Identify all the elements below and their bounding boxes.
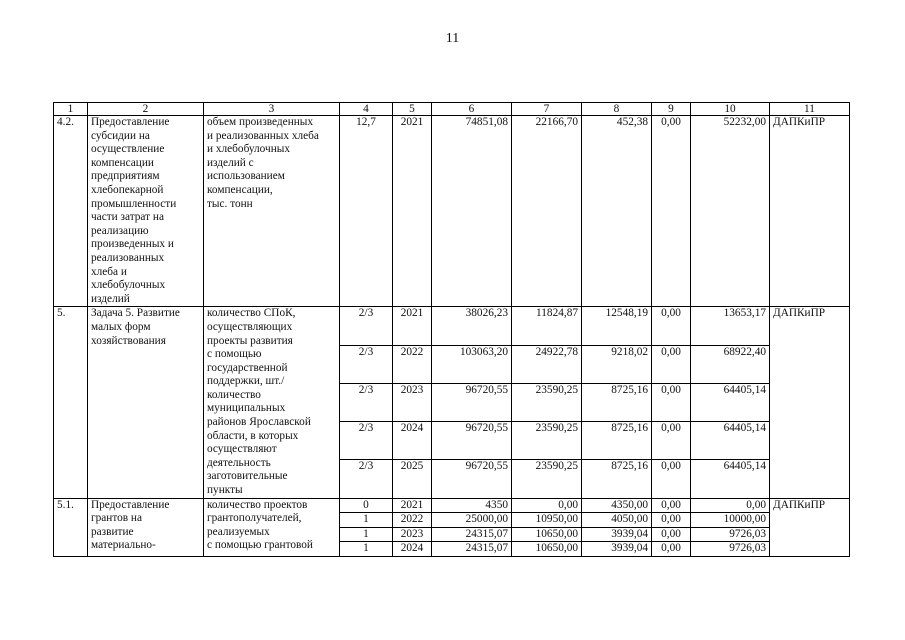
row-name-text: Задача 5. Развитие малых форм хозяйствования	[91, 307, 180, 347]
year-cell-text: 2023	[400, 527, 424, 540]
row-name	[88, 307, 204, 498]
row-name	[88, 498, 204, 556]
indicator-value	[340, 513, 393, 528]
amount-col10	[691, 345, 770, 383]
year-cell-text: 2024	[400, 542, 424, 555]
executor	[770, 116, 850, 307]
amount-col10	[691, 498, 770, 513]
amount-col8-text: 8725,16	[611, 460, 648, 473]
amount-col8-text: 3939,04	[611, 527, 648, 540]
indicator-value	[340, 422, 393, 460]
amount-col8	[582, 422, 652, 460]
executor-text: ДАПКиПР	[773, 498, 826, 511]
row-number-text: 5.	[57, 307, 66, 320]
amount-col9	[652, 542, 691, 557]
total-amount	[432, 460, 512, 498]
amount-col8	[582, 460, 652, 498]
page-number: 11	[445, 31, 460, 46]
row-indicator-text: количество СПоК, осуществляющих проекты развития с помощью государственной поддержки, шт./ количество муниципальных районов Ярославской области, в которых осуществляют деятельность заготовительные пункты	[207, 307, 311, 497]
indicator-value	[340, 460, 393, 498]
amount-col10	[691, 460, 770, 498]
amount-col7-text: 24922,78	[535, 345, 578, 358]
amount-col9	[652, 460, 691, 498]
amount-col8-text: 8725,16	[611, 383, 648, 396]
amount-col10-text: 0,00	[746, 498, 766, 511]
total-amount	[432, 498, 512, 513]
amount-col9	[652, 345, 691, 383]
executor-text: ДАПКиПР	[773, 307, 826, 320]
total-amount-text: 24315,07	[465, 542, 508, 555]
year-cell	[393, 383, 432, 421]
amount-col8	[582, 383, 652, 421]
amount-col10-text: 68922,40	[723, 345, 766, 358]
amount-col9	[652, 116, 691, 307]
total-amount-text: 38026,23	[465, 307, 508, 320]
column-header: 9	[652, 103, 691, 116]
amount-col10-text: 64405,14	[723, 460, 766, 473]
amount-col7	[512, 527, 582, 542]
row-indicator	[204, 498, 340, 556]
total-amount	[432, 422, 512, 460]
amount-col8-text: 12548,19	[605, 307, 648, 320]
total-amount-text: 96720,55	[465, 383, 508, 396]
year-cell-text: 2025	[400, 460, 424, 473]
column-header: 4	[340, 103, 393, 116]
row-name-text: Предоставление субсидии на осуществление компенсации предприятиям хлебопекарной промышленности части затрат на реализацию произведенных и реализованных хлеба и хлебобулочных изделий	[91, 116, 177, 305]
amount-col7-text: 11824,87	[536, 307, 578, 320]
amount-col8-text: 9218,02	[611, 345, 648, 358]
amount-col9-text: 0,00	[661, 513, 681, 526]
amount-col8-text: 8725,16	[611, 422, 648, 435]
amount-col9	[652, 307, 691, 345]
year-cell	[393, 498, 432, 513]
amount-col8	[582, 116, 652, 307]
amount-col7-text: 23590,25	[535, 460, 578, 473]
amount-col10-text: 64405,14	[723, 383, 766, 396]
year-cell-text: 2024	[400, 422, 424, 435]
amount-col10-text: 13653,17	[723, 307, 766, 320]
total-amount	[432, 345, 512, 383]
row-indicator-text: объем произведенных и реализованных хлеба и хлебобулочных изделий с использованием компенсации, тыс. тонн	[207, 116, 319, 210]
amount-col10	[691, 116, 770, 307]
column-header: 8	[582, 103, 652, 116]
amount-col9	[652, 527, 691, 542]
amount-col8-text: 4350,00	[611, 498, 648, 511]
row-indicator	[204, 307, 340, 498]
amount-col10	[691, 307, 770, 345]
amount-col8	[582, 527, 652, 542]
amount-col9-text: 0,00	[661, 542, 681, 555]
column-header: 7	[512, 103, 582, 116]
total-amount-text: 103063,20	[459, 345, 508, 358]
amount-col7-text: 23590,25	[535, 383, 578, 396]
indicator-value	[340, 307, 393, 345]
amount-col9-text: 0,00	[661, 460, 681, 473]
year-cell	[393, 307, 432, 345]
row-name-text: Предоставление грантов на развитие материально-	[91, 498, 170, 552]
total-amount	[432, 116, 512, 307]
amount-col7	[512, 345, 582, 383]
header-row	[54, 103, 850, 116]
executor	[770, 307, 850, 498]
amount-col7-text: 0,00	[558, 498, 578, 511]
amount-col10	[691, 542, 770, 557]
amount-col7-text: 10950,00	[535, 513, 578, 526]
amount-col9	[652, 383, 691, 421]
indicator-value-text: 0	[363, 498, 369, 511]
amount-col7	[512, 460, 582, 498]
amount-col10	[691, 422, 770, 460]
executor-text: ДАПКиПР	[773, 116, 826, 128]
column-header: 2	[88, 103, 204, 116]
table-row	[54, 498, 850, 513]
amount-col8-text: 3939,04	[611, 542, 648, 555]
total-amount	[432, 542, 512, 557]
amount-col7	[512, 422, 582, 460]
amount-col10-text: 64405,14	[723, 422, 766, 435]
amount-col8	[582, 498, 652, 513]
amount-col10-text: 52232,00	[723, 116, 766, 128]
amount-col7-text: 10650,00	[535, 527, 578, 540]
indicator-value-text: 2/3	[358, 307, 374, 320]
row-name	[88, 116, 204, 307]
amount-col10	[691, 383, 770, 421]
amount-col9	[652, 498, 691, 513]
amount-col7	[512, 116, 582, 307]
amount-col8	[582, 345, 652, 383]
total-amount	[432, 383, 512, 421]
indicator-value-text: 2/3	[358, 383, 374, 396]
program-table	[53, 102, 850, 557]
indicator-value	[340, 542, 393, 557]
table-row	[54, 307, 850, 345]
executor	[770, 498, 850, 556]
amount-col9-text: 0,00	[661, 422, 681, 435]
column-header: 6	[432, 103, 512, 116]
amount-col9-text: 0,00	[661, 527, 681, 540]
amount-col9	[652, 422, 691, 460]
indicator-value-text: 1	[363, 542, 369, 555]
indicator-value-text: 12,7	[356, 116, 376, 128]
table-row	[54, 116, 850, 307]
indicator-value-text: 1	[363, 513, 369, 526]
row-indicator	[204, 116, 340, 307]
total-amount-text: 25000,00	[465, 513, 508, 526]
indicator-value	[340, 498, 393, 513]
year-cell-text: 2021	[400, 498, 424, 511]
indicator-value-text: 1	[363, 527, 369, 540]
amount-col10-text: 10000,00	[723, 513, 766, 526]
amount-col8	[582, 513, 652, 528]
total-amount	[432, 513, 512, 528]
year-cell-text: 2021	[400, 307, 424, 320]
column-header: 1	[54, 103, 88, 116]
column-header: 5	[393, 103, 432, 116]
year-cell	[393, 527, 432, 542]
amount-col10	[691, 527, 770, 542]
year-cell-text: 2022	[400, 513, 424, 526]
amount-col10-text: 9726,03	[729, 542, 766, 555]
amount-col8-text: 452,38	[616, 116, 648, 128]
year-cell	[393, 460, 432, 498]
year-cell-text: 2023	[400, 383, 424, 396]
indicator-value-text: 2/3	[358, 345, 374, 358]
total-amount-text: 96720,55	[465, 422, 508, 435]
column-header: 10	[691, 103, 770, 116]
amount-col9-text: 0,00	[661, 116, 681, 128]
total-amount	[432, 307, 512, 345]
amount-col9-text: 0,00	[661, 307, 681, 320]
year-cell	[393, 345, 432, 383]
row-number	[54, 307, 88, 498]
amount-col9-text: 0,00	[661, 383, 681, 396]
column-header: 3	[204, 103, 340, 116]
amount-col10	[691, 513, 770, 528]
indicator-value	[340, 345, 393, 383]
indicator-value	[340, 116, 393, 307]
amount-col9-text: 0,00	[661, 345, 681, 358]
year-cell	[393, 542, 432, 557]
amount-col7-text: 10650,00	[535, 542, 578, 555]
amount-col7	[512, 307, 582, 345]
year-cell-text: 2022	[400, 345, 424, 358]
amount-col7	[512, 542, 582, 557]
row-indicator-text: количество проектов грантополучателей, реализуемых с помощью грантовой	[207, 498, 313, 552]
indicator-value	[340, 527, 393, 542]
amount-col8	[582, 542, 652, 557]
amount-col8	[582, 307, 652, 345]
total-amount-text: 4350	[485, 498, 508, 511]
year-cell-text: 2021	[400, 116, 424, 128]
indicator-value	[340, 383, 393, 421]
year-cell	[393, 422, 432, 460]
indicator-value-text: 2/3	[358, 460, 374, 473]
amount-col7	[512, 383, 582, 421]
indicator-value-text: 2/3	[358, 422, 374, 435]
row-number	[54, 498, 88, 556]
row-number	[54, 116, 88, 307]
total-amount-text: 74851,08	[465, 116, 508, 128]
amount-col7	[512, 513, 582, 528]
amount-col9-text: 0,00	[661, 498, 681, 511]
total-amount-text: 24315,07	[465, 527, 508, 540]
amount-col7-text: 23590,25	[535, 422, 578, 435]
year-cell	[393, 513, 432, 528]
column-header: 11	[770, 103, 850, 116]
amount-col10-text: 9726,03	[729, 527, 766, 540]
amount-col8-text: 4050,00	[611, 513, 648, 526]
year-cell	[393, 116, 432, 307]
amount-col9	[652, 513, 691, 528]
row-number-text: 4.2.	[57, 116, 74, 128]
total-amount-text: 96720,55	[465, 460, 508, 473]
amount-col7-text: 22166,70	[535, 116, 578, 128]
amount-col7	[512, 498, 582, 513]
row-number-text: 5.1.	[57, 498, 74, 511]
total-amount	[432, 527, 512, 542]
